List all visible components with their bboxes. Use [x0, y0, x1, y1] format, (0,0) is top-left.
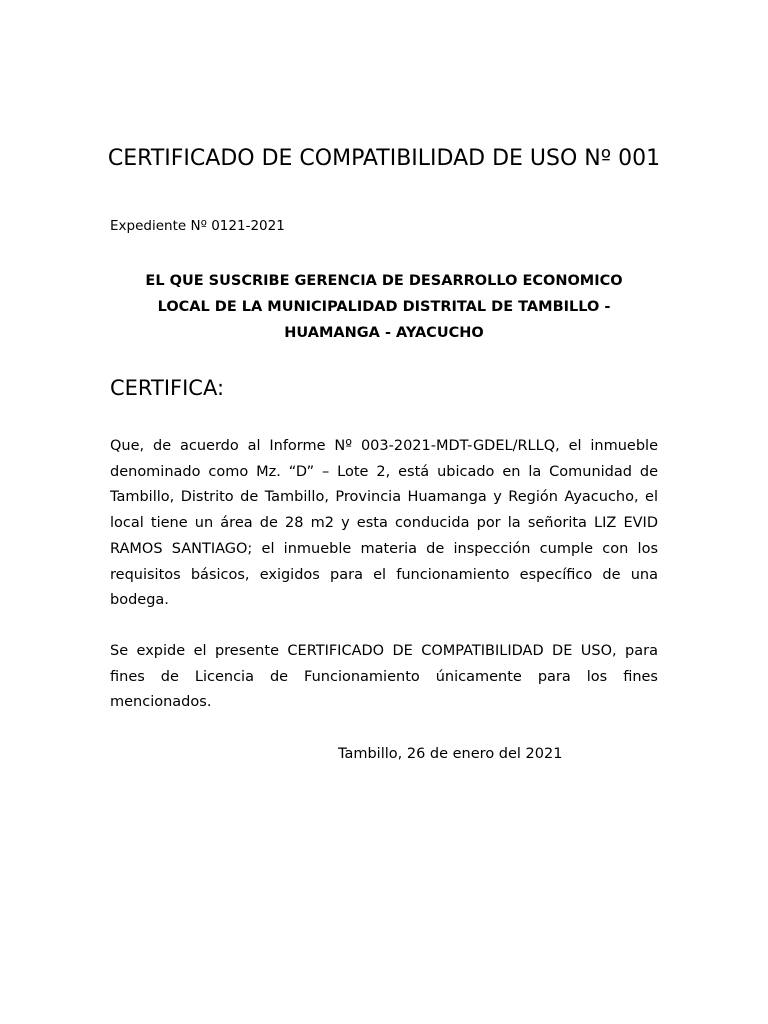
- body-paragraph-1: Que, de acuerdo al Informe Nº 003-2021-MDT-GDEL/RLLQ, el inmueble denominado como Mz. “D” – Lote 2, está ubicado en la Comunidad de Tambillo, Distrito de Tambillo, Provincia Huamanga y Región Ayacucho, el local tiene un área de 28 m2 y esta conducida por la señorita LIZ EVID RAMOS SANTIAGO; el inmueble materia de inspección cumple con los requisitos básicos, exigidos para el funcionamiento específico de una bodega.: [110, 438, 658, 609]
- body-paragraph-2: Se expide el presente CERTIFICADO DE COMPATIBILIDAD DE USO, para fines de Licencia de Funcionamiento únicamente para los fines mencionados.: [110, 643, 658, 711]
- certifica-heading: CERTIFICA:: [110, 376, 225, 400]
- document-title: CERTIFICADO DE COMPATIBILIDAD DE USO Nº 001: [107, 146, 661, 171]
- expediente-number: Expediente Nº 0121-2021: [110, 218, 285, 234]
- issuer-heading: EL QUE SUSCRIBE GERENCIA DE DESARROLLO ECONOMICO LOCAL DE LA MUNICIPALIDAD DISTRITAL DE TAMBILLO - HUAMANGA - AYACUCHO: [145, 273, 623, 341]
- place-date: Tambillo, 26 de enero del 2021: [338, 746, 563, 762]
